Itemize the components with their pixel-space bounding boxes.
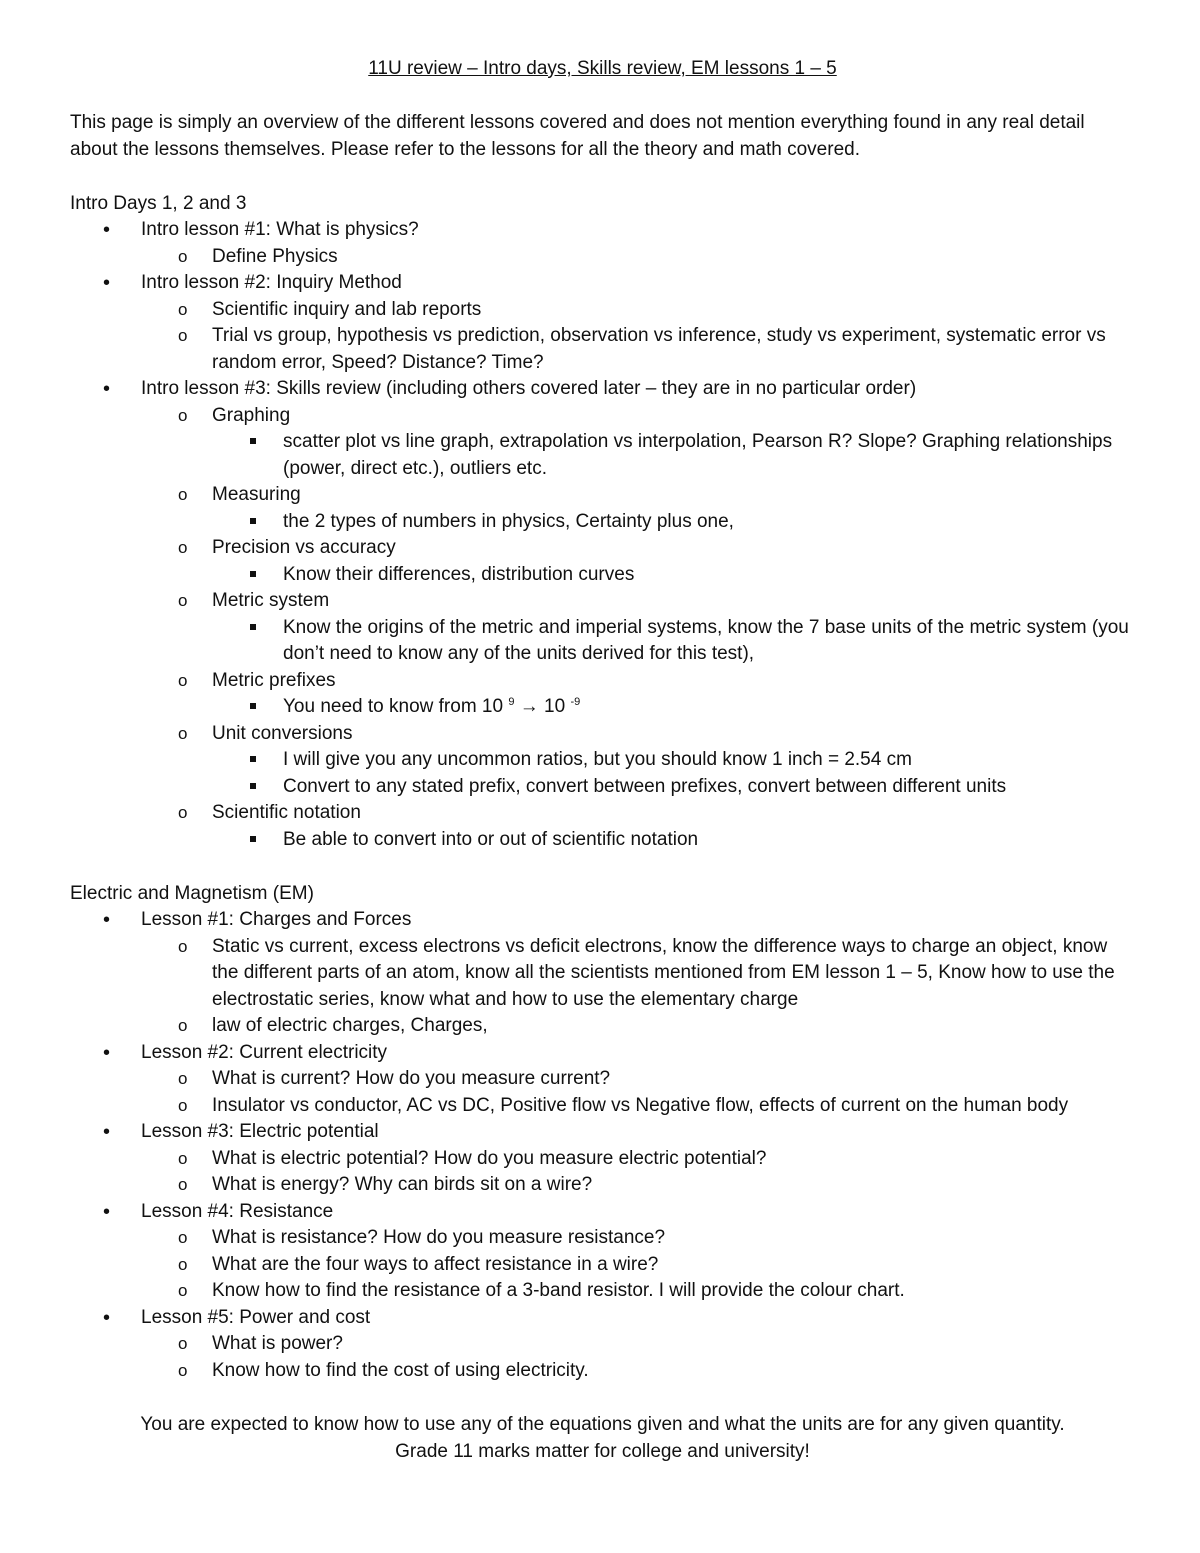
list-item: Know their differences, distribution curves: [212, 562, 1135, 589]
bullet-marker: •: [103, 272, 111, 294]
intro-lesson-2: [70, 270, 1135, 376]
lesson-title: Lesson #4: Resistance: [141, 1200, 334, 1222]
em-lesson-1: [70, 907, 1135, 1040]
lesson-title: Intro lesson #1: What is physics?: [141, 219, 419, 240]
list-item: Convert to any stated prefix, convert between prefixes, convert between different units: [212, 774, 1135, 801]
circle-marker: o: [178, 405, 188, 425]
topic-scientific-notation: o Scientific notation Be able to convert into or out of scientific notation: [141, 800, 1135, 853]
em-lesson-4: [70, 1199, 1135, 1305]
circle-marker: o: [178, 1254, 188, 1274]
list-item: o What is electric potential? How do you measure electric potential?: [141, 1146, 1135, 1173]
circle-marker: o: [178, 1095, 188, 1115]
lesson-title: Lesson #3: Electric potential: [141, 1121, 379, 1142]
circle-marker: o: [178, 246, 188, 266]
topic-metric-prefixes: o Metric prefixes You need to know from 10 $^9$ → 10 $^{-9}$: [141, 668, 1135, 721]
square-marker: [250, 571, 256, 577]
bullet-marker: •: [103, 1041, 111, 1064]
circle-marker: o: [178, 1016, 188, 1035]
square-marker: [250, 624, 256, 630]
topic-precision: o Precision vs accuracy Know their differences, distribution curves: [141, 535, 1135, 588]
list-item: o Static vs current, excess electrons vs deficit electrons, know the difference ways to charge an object, know the different parts of an atom, know all the scientists mentioned from EM lesson 1 – 5, Know how to use the electrostatic series, know what and how to use the elementary charge: [178, 935, 1115, 1010]
circle-marker: o: [178, 1360, 188, 1380]
bullet-marker: •: [103, 1200, 111, 1223]
intro-paragraph: This page is simply an overview of the different lessons covered and does not mention everything found in any real detail about the lessons themselves. Please refer to the lessons for all the theory and math covered.: [70, 112, 1085, 160]
circle-marker: o: [178, 1148, 188, 1168]
list-item: o Scientific inquiry and lab reports: [141, 297, 1135, 324]
exponent: -9: [570, 696, 581, 708]
list-item: o Insulator vs conductor, AC vs DC, Positive flow vs Negative flow, effects of current on the human body: [141, 1093, 1135, 1120]
list-item: Know the origins of the metric and imperial systems, know the 7 base units of the metric system (you don’t need to know any of the units derived for this test),: [212, 615, 1135, 668]
lesson-title: Intro lesson #2: Inquiry Method: [141, 272, 402, 293]
lesson-title: Lesson #1: Charges and Forces: [141, 909, 412, 930]
list-item: You need to know from 10 $^9$ → 10 $^{-9}$: [212, 694, 1135, 721]
document-page: [70, 56, 1135, 1465]
list-item: o law of electric charges, Charges,: [141, 1013, 1135, 1040]
circle-marker: o: [178, 723, 188, 743]
lesson-title: Lesson #5: Power and cost: [141, 1306, 371, 1328]
list-item: Be able to convert into or out of scientific notation: [212, 827, 1135, 854]
topic-metric-system: o Metric system Know the origins of the metric and imperial systems, know the 7 base units of the metric system (you don’t need to know any of the units derived for this test),: [141, 588, 1135, 668]
em-lesson-3: [70, 1119, 1135, 1199]
topic-unit-conversions: o Unit conversions I will give you any uncommon ratios, but you should know 1 inch = 2.54 cm Convert to any stated prefix, convert between prefixes, convert between different units: [141, 721, 1135, 801]
topic-graphing: o Graphing scatter plot vs line graph, extrapolation vs interpolation, Pearson R? Slope? Graphing relationships (power, direct etc.), outliers etc.: [141, 403, 1135, 483]
bullet-marker: •: [103, 1306, 111, 1329]
intro-lesson-1: [70, 217, 1135, 270]
em-heading: Electric and Magnetism (EM): [70, 883, 314, 904]
circle-marker: o: [178, 326, 188, 345]
list-item: o Define Physics: [141, 244, 1135, 271]
square-marker: [250, 783, 256, 789]
footer-line-1: You are expected to know how to use any of the equations given and what the units are for any given quantity.: [140, 1414, 1065, 1435]
square-marker: [250, 836, 256, 842]
square-marker: [250, 518, 256, 524]
em-lesson-5: [70, 1305, 1135, 1385]
list-item: o Know how to find the resistance of a 3-band resistor. I will provide the colour chart.: [141, 1278, 1135, 1305]
page-title: 11U review – Intro days, Skills review, EM lessons 1 – 5: [368, 58, 837, 79]
intro-days-list: [70, 217, 1135, 853]
circle-marker: o: [178, 803, 188, 822]
circle-marker: o: [178, 1069, 188, 1088]
lesson-title: Intro lesson #3: Skills review (including others covered later – they are in no particular order): [141, 378, 917, 399]
list-item: o Trial vs group, hypothesis vs prediction, observation vs inference, study vs experiment, systematic error vs random error, Speed? Distance? Time?: [178, 325, 1106, 373]
square-marker: [250, 438, 256, 444]
circle-marker: o: [178, 1281, 188, 1300]
square-marker: [250, 756, 256, 762]
list-item: o What are the four ways to affect resistance in a wire?: [141, 1252, 1135, 1279]
circle-marker: o: [178, 299, 188, 319]
em-list: [70, 907, 1135, 1384]
exponent: 9: [508, 696, 515, 708]
bullet-marker: •: [103, 219, 111, 241]
list-item: o What is power?: [141, 1331, 1135, 1358]
circle-marker: o: [178, 538, 188, 557]
circle-marker: o: [178, 1228, 188, 1247]
footer-line-2: Grade 11 marks matter for college and university!: [395, 1441, 810, 1462]
list-item: scatter plot vs line graph, extrapolation vs interpolation, Pearson R? Slope? Graphing relationships (power, direct etc.), outliers etc.: [212, 429, 1135, 482]
list-item: I will give you any uncommon ratios, but you should know 1 inch = 2.54 cm: [212, 747, 1135, 774]
circle-marker: o: [178, 936, 188, 956]
circle-marker: o: [178, 670, 188, 690]
intro-lesson-3: [70, 376, 1135, 853]
circle-marker: o: [178, 1334, 188, 1353]
list-item: o What is current? How do you measure current?: [141, 1066, 1135, 1093]
circle-marker: o: [178, 591, 188, 610]
list-item: o What is resistance? How do you measure resistance?: [141, 1225, 1135, 1252]
footer: [70, 1411, 1135, 1465]
bullet-marker: •: [103, 378, 111, 400]
em-lesson-2: [70, 1040, 1135, 1120]
circle-marker: o: [178, 485, 188, 504]
list-item: the 2 types of numbers in physics, Certainty plus one,: [212, 509, 1135, 536]
intro-days-heading: Intro Days 1, 2 and 3: [70, 193, 247, 214]
circle-marker: o: [178, 1175, 188, 1194]
bullet-marker: •: [103, 909, 111, 931]
arrow-icon: →: [519, 696, 539, 717]
square-marker: [250, 703, 256, 709]
list-item: o Know how to find the cost of using electricity.: [141, 1358, 1135, 1385]
topic-measuring: o Measuring the 2 types of numbers in physics, Certainty plus one,: [141, 482, 1135, 535]
list-item: o What is energy? Why can birds sit on a wire?: [141, 1172, 1135, 1199]
lesson-title: Lesson #2: Current electricity: [141, 1041, 388, 1063]
bullet-marker: •: [103, 1121, 111, 1143]
